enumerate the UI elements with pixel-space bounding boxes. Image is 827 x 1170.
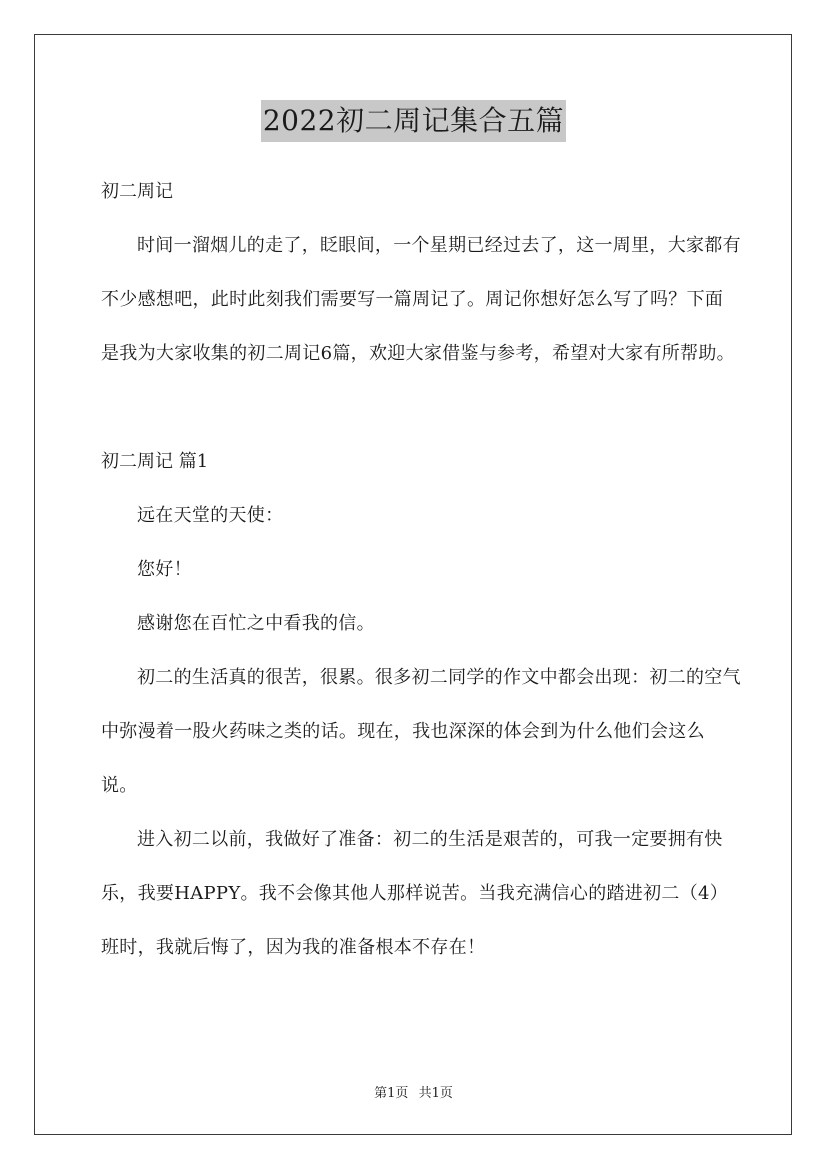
section-heading: 初二周记 篇1 <box>101 451 209 472</box>
greeting: 您好！ <box>137 559 192 580</box>
salutation: 远在天堂的天使： <box>137 505 284 526</box>
intro-heading: 初二周记 <box>101 181 173 202</box>
title-container <box>0 100 827 142</box>
thanks-paragraph: 感谢您在百忙之中看我的信。 <box>137 613 375 634</box>
paragraph-spacer <box>101 381 741 435</box>
intro-paragraph: 时间一溜烟儿的走了，眨眼间，一个星期已经过去了，这一周里，大家都有不少感想吧，此时此刻我们需要写一篇周记了。周记你想好怎么写了吗？下面是我为大家收集的初二周记6篇，欢迎大家借鉴与参考，希望对大家有所帮助。 <box>101 235 741 364</box>
page-number: 第1页 <box>374 1086 409 1101</box>
document-title: 2022初二周记集合五篇 <box>261 100 566 142</box>
page-footer <box>0 1082 827 1101</box>
body-paragraph: 初二的生活真的很苦，很累。很多初二同学的作文中都会出现：初二的空气中弥漫着一股火药味之类的话。现在，我也深深的体会到为什么他们会这么说。 <box>101 667 741 796</box>
body-paragraph: 进入初二以前，我做好了准备：初二的生活是艰苦的，可我一定要拥有快乐，我要HAPPY。我不会像其他人那样说苦。当我充满信心的踏进初二（4）班时，我就后悔了，因为我的准备根本不存在！ <box>101 829 729 958</box>
document-body <box>101 165 741 975</box>
page-total: 共1页 <box>418 1086 453 1101</box>
